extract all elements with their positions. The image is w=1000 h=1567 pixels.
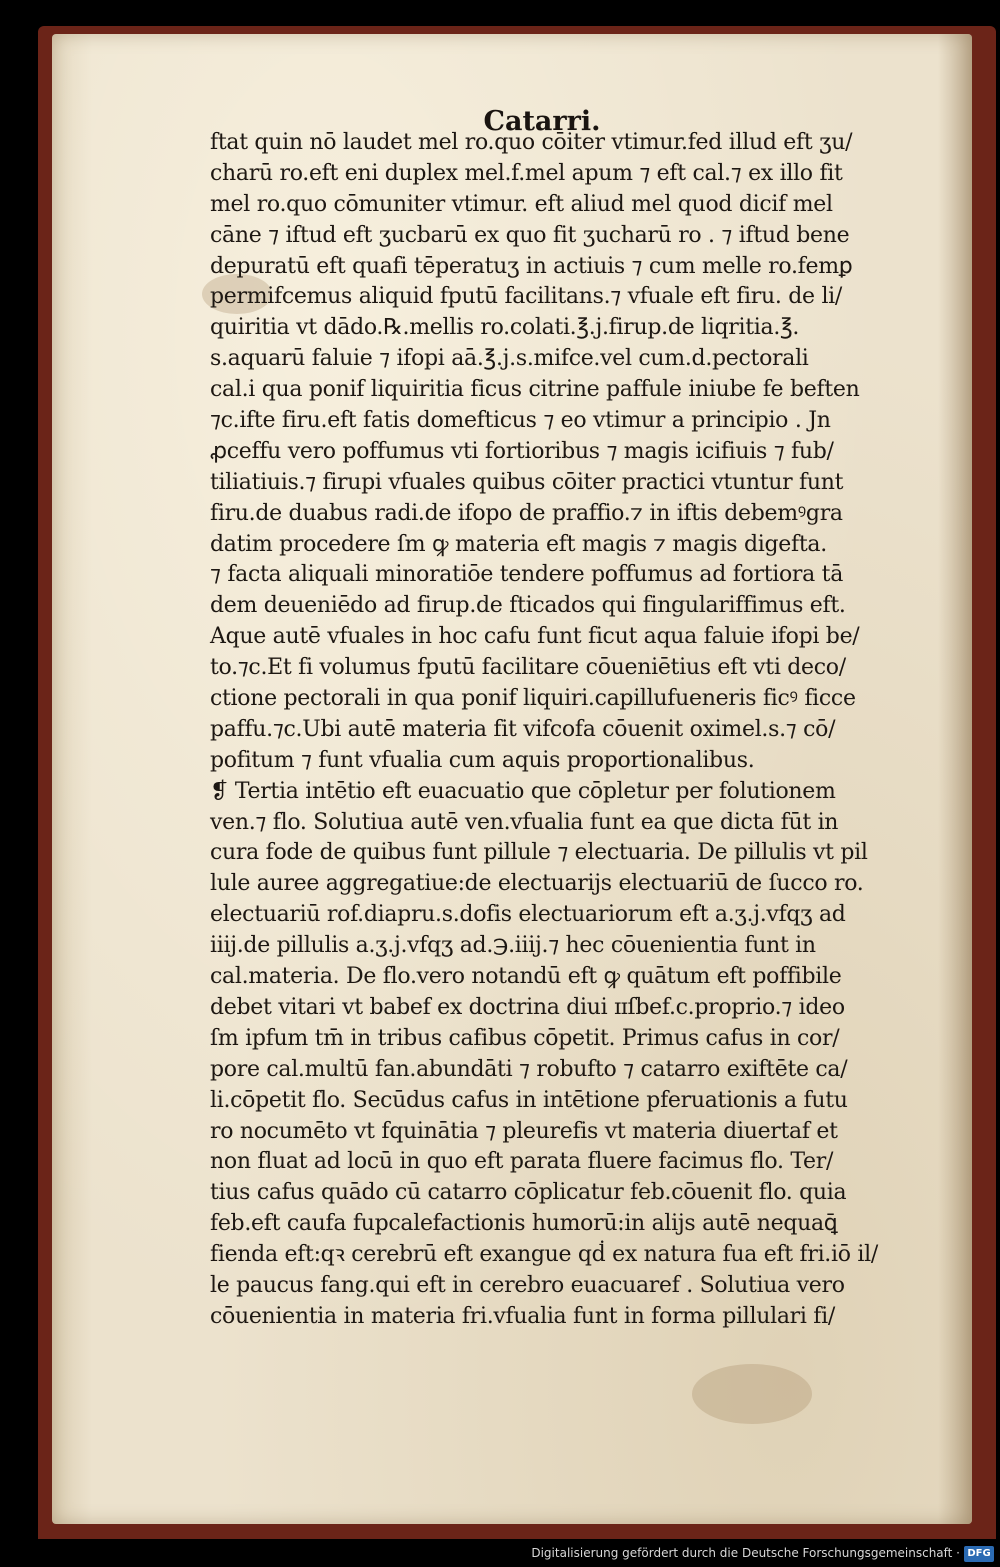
- text-line: iiij.de pillulis a.ʒ.j.vfqʒ ad.℈.iiij.⁊ hec cōuenientia funt in: [210, 933, 816, 959]
- text-line: cāne ⁊ iftud eft ʒucbarū ex quo fit ʒucharū ro . ⁊ iftud bene: [210, 222, 850, 248]
- text-line: electuariū rof.diapru.s.dofis electuariorum eft a.ʒ.j.vfqʒ ad: [210, 902, 846, 928]
- paper-stain: [692, 1364, 812, 1424]
- text-line: s.aquarū faluie ⁊ ifopi aā.℥.j.s.mifce.vel cum.d.pectorali: [210, 346, 809, 372]
- text-line: datim procedere ſm ꝙ materia eft magis ⁊ magis digefta.: [210, 531, 827, 557]
- body-text: [210, 128, 910, 1333]
- text-line: firu.de duabus radi.de ifopo de praffio.⁊ in iftis debemꝰgra: [210, 500, 843, 526]
- text-line: cal.i qua ponif liquiritia ficus citrine paffule iniube fe beften: [210, 377, 860, 403]
- text-line: ſm ipfum tm̄ in tribus cafibus cōpetit. Primus cafus in cor/: [210, 1025, 840, 1051]
- text-line: pofitum ⁊ funt vfualia cum aquis proportionalibus.: [210, 747, 755, 773]
- running-head: Catarri.: [483, 106, 601, 137]
- text-line: ftat quin nō laudet mel ro.quo cōiter vtimur.fed illud eft ʒu/: [210, 130, 853, 155]
- text-line: non fluat ad locū in quo eft parata fluere facimus flo. Ter/: [210, 1149, 834, 1175]
- footer-bar: [0, 1539, 1000, 1567]
- text-line: cōuenientia in materia fri.vfualia funt in forma pillulari fi/: [210, 1303, 835, 1329]
- text-line: pore cal.multū fan.abundāti ⁊ robufto ⁊ catarro exiftēte ca/: [210, 1056, 848, 1082]
- text-line: li.cōpetit flo. Secūdus cafus in intētione pferuationis a futu: [210, 1087, 848, 1113]
- text-line: paffu.⁊c.Ubi autē materia fit vifcofa cōuenit oximel.s.⁊ cō/: [210, 716, 836, 742]
- text-line: debet vitari vt babef ex doctrina diui ɪɪſbef.c.proprio.⁊ ideo: [210, 994, 845, 1020]
- text-line: fienda eft:qꝛ cerebrū eft exangue qḋ ex natura fua eft fri.iō il/: [210, 1242, 878, 1268]
- text-line: le paucus fang.qui eft in cerebro euacuaref . Solutiua vero: [210, 1272, 845, 1298]
- text-line: Aque autē vfuales in hoc cafu funt ficut aqua faluie ifopi be/: [210, 624, 860, 650]
- text-line: tiliatiuis.⁊ firupi vfuales quibus cōiter practici vtuntur funt: [210, 469, 844, 495]
- text-line: ven.⁊ flo. Solutiua autē ven.vfualia funt ea que dicta fūt in: [210, 809, 839, 835]
- text-line: ⁊ facta aliquali minoratiōe tendere poffumus ad fortiora tā: [210, 562, 844, 588]
- gutter-shadow: [938, 34, 972, 1524]
- text-line: quiritia vt dādo.℞.mellis ro.colati.℥.j.firup.de liqritia.℥.: [210, 315, 800, 341]
- text-line: depuratū eft quafi tēperatuʒ in actiuis ⁊ cum melle ro.femꝑ: [210, 253, 853, 279]
- text-line: dem deueniēdo ad firup.de fticados qui fingulariffimus eft.: [210, 593, 846, 619]
- text-line: cura fode de quibus funt pillule ⁊ electuaria. De pillulis vt pil: [210, 840, 868, 866]
- text-line: mel ro.quo cōmuniter vtimur. eft aliud mel quod dicif mel: [210, 191, 833, 217]
- funding-credit: Digitalisierung gefördert durch die Deutsche Forschungsgemeinschaft ·: [531, 1546, 960, 1560]
- text-line: ro nocumēto vt fquinātia ⁊ pleurefis vt materia diuertaf et: [210, 1118, 838, 1144]
- text-line: ꝓceffu vero poffumus vti fortioribus ⁊ magis icifiuis ⁊ fub/: [210, 438, 834, 464]
- text-line: charū ro.eft eni duplex mel.f.mel apum ⁊ eft cal.⁊ ex illo fit: [210, 160, 843, 186]
- dfg-logo: DFG: [964, 1546, 994, 1562]
- text-line: tius cafus quādo cū catarro cōplicatur feb.cōuenit flo. quia: [210, 1180, 847, 1206]
- text-line: ❡ Tertia intētio eft euacuatio que cōpletur per folutionem: [210, 778, 836, 804]
- text-line: feb.eft caufa fupcalefactionis humorū:in alijs autē nequaꝗ̄: [210, 1211, 838, 1237]
- text-line: ⁊c.ifte firu.eft fatis domefticus ⁊ eo vtimur a principio . Jn: [210, 408, 831, 434]
- text-line: permifcemus aliquid fputū facilitans.⁊ vfuale eft firu. de li/: [210, 284, 843, 310]
- text-line: to.⁊c.Et fi volumus fputū facilitare cōueniētius eft vti deco/: [210, 655, 846, 681]
- text-line: ctione pectorali in qua ponif liquiri.capillufueneris ficꝰ ficce: [210, 686, 856, 712]
- text-line: lule auree aggregatiue:de electuarijs electuariū de ſucco ro.: [210, 871, 864, 897]
- text-line: cal.materia. De flo.vero notandū eft ꝙ quātum eft poffibile: [210, 964, 842, 990]
